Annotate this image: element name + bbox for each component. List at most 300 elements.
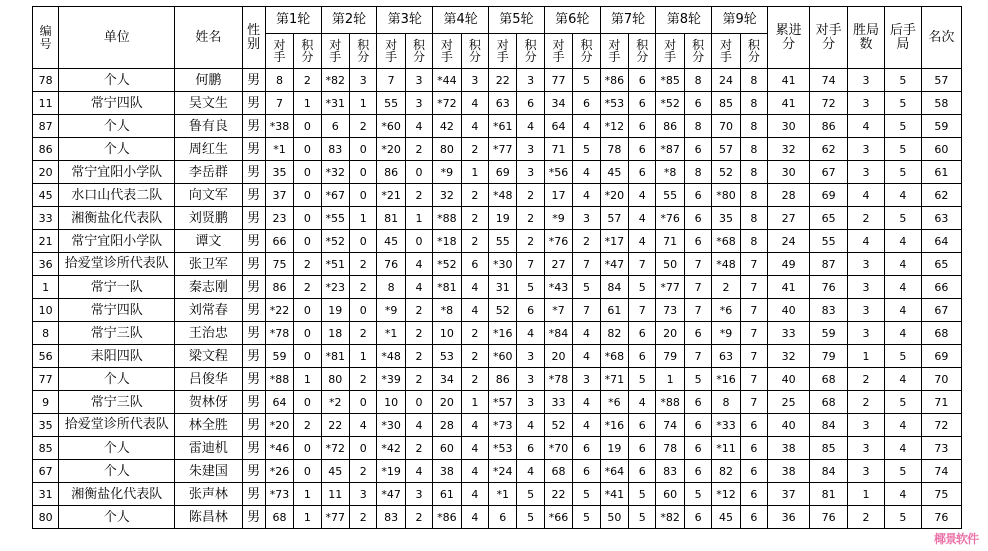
opponent-score: 76 [810,506,848,529]
round-opponent: *30 [377,414,405,437]
player-sex: 男 [242,69,265,92]
total-score: 41 [768,69,810,92]
wins-count: 2 [848,368,885,391]
wins-count: 3 [848,276,885,299]
rank: 62 [921,184,961,207]
player-number: 85 [33,437,59,460]
total-score: 32 [768,138,810,161]
header-rank: 名次 [921,7,961,69]
round-points: 4 [573,322,600,345]
header-black-games: 后手局 [884,7,921,69]
round-opponent: 81 [377,207,405,230]
round-opponent: 8 [377,276,405,299]
player-number: 45 [33,184,59,207]
round-points: 4 [461,276,488,299]
round-points: 0 [294,230,321,253]
round-points: 2 [517,184,544,207]
round-opponent: *73 [489,414,517,437]
round-opponent: *44 [433,69,461,92]
round-opponent: *68 [712,230,740,253]
round-points: 0 [350,391,377,414]
round-opponent: *16 [489,322,517,345]
round-points: 4 [629,184,656,207]
rank: 64 [921,230,961,253]
round-points: 1 [405,207,432,230]
round-points: 2 [517,207,544,230]
total-score: 33 [768,322,810,345]
header-name: 姓名 [175,7,242,69]
round-opponent: 2 [712,276,740,299]
round-opponent: *12 [600,115,628,138]
round-opponent: 59 [265,345,293,368]
total-score: 49 [768,253,810,276]
player-number: 9 [33,391,59,414]
round-points: 6 [517,92,544,115]
black-games: 5 [884,92,921,115]
player-number: 86 [33,138,59,161]
round-opponent: *82 [656,506,684,529]
round-points: 1 [294,92,321,115]
round-points: 0 [350,138,377,161]
round-points: 2 [405,299,432,322]
total-score: 40 [768,368,810,391]
round-opponent: *60 [377,115,405,138]
round-opponent: *8 [656,161,684,184]
round-opponent: *23 [321,276,349,299]
player-number: 80 [33,506,59,529]
round-opponent: 85 [712,92,740,115]
round-opponent: 86 [489,368,517,391]
total-score: 36 [768,506,810,529]
round-points: 6 [684,391,711,414]
player-sex: 男 [242,391,265,414]
round-points: 2 [461,345,488,368]
opponent-score: 62 [810,138,848,161]
round-opponent: 75 [265,253,293,276]
round-points: 6 [740,506,767,529]
round-opponent: 82 [600,322,628,345]
header-opponent: 对手 [321,34,349,69]
round-opponent: 60 [656,483,684,506]
round-opponent: 70 [712,115,740,138]
results-body [33,69,962,529]
round-points: 1 [294,506,321,529]
round-opponent: 31 [489,276,517,299]
player-team: 个人 [59,115,175,138]
player-sex: 男 [242,322,265,345]
round-points: 8 [740,184,767,207]
round-opponent: 74 [656,414,684,437]
round-points: 2 [461,368,488,391]
round-points: 6 [684,230,711,253]
opponent-score: 68 [810,368,848,391]
player-number: 56 [33,345,59,368]
round-opponent: *20 [600,184,628,207]
round-opponent: *17 [600,230,628,253]
header-points: 积分 [461,34,488,69]
total-score: 38 [768,460,810,483]
rank: 59 [921,115,961,138]
table-row [33,276,962,299]
round-opponent: *19 [377,460,405,483]
round-points: 6 [684,437,711,460]
round-opponent: *88 [265,368,293,391]
table-row [33,69,962,92]
round-opponent: *18 [433,230,461,253]
round-points: 2 [461,184,488,207]
rank: 72 [921,414,961,437]
player-name: 雷迪机 [175,437,242,460]
player-name: 朱建国 [175,460,242,483]
round-points: 3 [517,391,544,414]
opponent-score: 81 [810,483,848,506]
player-name: 刘贤鹏 [175,207,242,230]
round-opponent: 83 [656,460,684,483]
player-name: 李岳群 [175,161,242,184]
header-wins: 胜局数 [848,7,885,69]
player-name: 鲁有良 [175,115,242,138]
player-sex: 男 [242,506,265,529]
round-opponent: 50 [656,253,684,276]
round-points: 5 [517,506,544,529]
player-sex: 男 [242,138,265,161]
round-opponent: 68 [544,460,572,483]
round-points: 3 [405,69,432,92]
round-opponent: *80 [712,184,740,207]
round-opponent: *16 [712,368,740,391]
round-points: 7 [740,391,767,414]
table-row [33,299,962,322]
round-points: 7 [740,276,767,299]
round-points: 2 [294,414,321,437]
round-points: 6 [629,414,656,437]
total-score: 30 [768,115,810,138]
header-sex: 性别 [242,7,265,69]
round-points: 0 [350,437,377,460]
player-team: 水口山代表二队 [59,184,175,207]
round-opponent: 57 [712,138,740,161]
total-score: 28 [768,184,810,207]
header-points: 积分 [629,34,656,69]
header-round-3: 第3轮 [377,7,433,34]
round-points: 1 [350,345,377,368]
black-games: 5 [884,115,921,138]
round-opponent: *82 [321,69,349,92]
round-opponent: *46 [265,437,293,460]
round-opponent: 55 [656,184,684,207]
header-round-2: 第2轮 [321,7,377,34]
round-opponent: *22 [265,299,293,322]
round-opponent: *57 [489,391,517,414]
round-opponent: 35 [712,207,740,230]
round-opponent: 61 [600,299,628,322]
round-opponent: *12 [712,483,740,506]
rank: 74 [921,460,961,483]
total-score: 41 [768,276,810,299]
round-points: 6 [629,138,656,161]
wins-count: 4 [848,115,885,138]
round-opponent: *52 [321,230,349,253]
round-opponent: 78 [600,138,628,161]
round-opponent: *11 [712,437,740,460]
player-name: 陈昌林 [175,506,242,529]
round-opponent: 63 [489,92,517,115]
round-points: 5 [573,276,600,299]
round-points: 7 [740,299,767,322]
round-opponent: *9 [433,161,461,184]
round-opponent: 37 [265,184,293,207]
player-team: 个人 [59,69,175,92]
rank: 73 [921,437,961,460]
round-points: 6 [629,437,656,460]
results-table [32,6,962,529]
player-sex: 男 [242,207,265,230]
black-games: 4 [884,299,921,322]
wins-count: 2 [848,506,885,529]
round-points: 4 [629,391,656,414]
round-opponent: *72 [433,92,461,115]
wins-count: 3 [848,92,885,115]
round-points: 2 [573,230,600,253]
player-name: 梁文程 [175,345,242,368]
round-opponent: 20 [544,345,572,368]
round-opponent: 69 [489,161,517,184]
round-points: 4 [405,276,432,299]
round-points: 6 [629,92,656,115]
black-games: 4 [884,230,921,253]
round-points: 6 [740,414,767,437]
opponent-score: 87 [810,253,848,276]
black-games: 5 [884,345,921,368]
round-points: 3 [461,69,488,92]
player-team: 常宁宜阳小学队 [59,161,175,184]
table-row [33,391,962,414]
rank: 60 [921,138,961,161]
round-opponent: 11 [321,483,349,506]
round-points: 5 [573,506,600,529]
wins-count: 3 [848,161,885,184]
round-points: 2 [350,276,377,299]
round-points: 4 [405,115,432,138]
table-row [33,230,962,253]
player-team: 常宁三队 [59,391,175,414]
round-points: 3 [350,69,377,92]
black-games: 4 [884,368,921,391]
round-points: 7 [740,253,767,276]
round-points: 0 [350,161,377,184]
round-points: 6 [629,322,656,345]
round-opponent: 1 [656,368,684,391]
round-opponent: 45 [712,506,740,529]
round-opponent: 64 [265,391,293,414]
round-opponent: 83 [321,138,349,161]
round-points: 7 [573,299,600,322]
round-opponent: *6 [600,391,628,414]
round-opponent: 71 [656,230,684,253]
round-opponent: *72 [321,437,349,460]
header-round-6: 第6轮 [544,7,600,34]
watermark-logo: 椰景软件 [934,532,979,546]
player-number: 35 [33,414,59,437]
round-opponent: *32 [321,161,349,184]
rank: 63 [921,207,961,230]
opponent-score: 84 [810,460,848,483]
total-score: 25 [768,391,810,414]
table-row [33,92,962,115]
player-sex: 男 [242,414,265,437]
round-points: 0 [350,184,377,207]
player-name: 秦志刚 [175,276,242,299]
round-opponent: *41 [600,483,628,506]
round-opponent: 8 [265,69,293,92]
round-points: 2 [461,138,488,161]
player-team: 个人 [59,138,175,161]
round-points: 4 [629,230,656,253]
round-points: 6 [684,92,711,115]
wins-count: 3 [848,322,885,345]
round-opponent: 60 [433,437,461,460]
header-points: 积分 [684,34,711,69]
round-points: 6 [684,414,711,437]
black-games: 5 [884,460,921,483]
round-opponent: 7 [377,69,405,92]
table-row [33,460,962,483]
round-opponent: *48 [712,253,740,276]
player-team: 耒阳四队 [59,345,175,368]
round-opponent: *77 [321,506,349,529]
round-opponent: 80 [321,368,349,391]
round-opponent: *67 [321,184,349,207]
wins-count: 4 [848,184,885,207]
round-opponent: *47 [377,483,405,506]
round-opponent: *85 [656,69,684,92]
round-opponent: 80 [433,138,461,161]
round-points: 5 [517,276,544,299]
opponent-score: 83 [810,299,848,322]
player-team: 湘衡盐化代表队 [59,207,175,230]
round-points: 4 [461,460,488,483]
player-number: 33 [33,207,59,230]
round-opponent: *26 [265,460,293,483]
round-points: 6 [573,92,600,115]
round-opponent: *77 [489,138,517,161]
player-team: 拾爱堂诊所代表队 [59,253,175,276]
round-points: 2 [294,253,321,276]
wins-count: 3 [848,460,885,483]
player-name: 吴文生 [175,92,242,115]
rank: 58 [921,92,961,115]
round-points: 1 [294,368,321,391]
round-opponent: *56 [544,161,572,184]
round-opponent: 38 [433,460,461,483]
table-row [33,322,962,345]
header-points: 积分 [517,34,544,69]
black-games: 5 [884,161,921,184]
table-row [33,368,962,391]
round-opponent: *87 [656,138,684,161]
player-name: 何鹏 [175,69,242,92]
round-points: 7 [629,299,656,322]
round-points: 4 [573,184,600,207]
round-points: 2 [350,368,377,391]
round-opponent: 55 [377,92,405,115]
round-points: 2 [517,230,544,253]
round-opponent: *24 [489,460,517,483]
round-points: 5 [573,483,600,506]
player-number: 8 [33,322,59,345]
round-opponent: *16 [600,414,628,437]
round-points: 6 [684,207,711,230]
opponent-score: 84 [810,414,848,437]
round-opponent: *1 [265,138,293,161]
opponent-score: 76 [810,276,848,299]
round-points: 4 [517,322,544,345]
round-opponent: *38 [265,115,293,138]
round-points: 6 [684,460,711,483]
player-sex: 男 [242,115,265,138]
round-opponent: *77 [656,276,684,299]
round-opponent: 52 [712,161,740,184]
rank: 76 [921,506,961,529]
round-points: 4 [461,437,488,460]
round-points: 0 [294,345,321,368]
round-points: 0 [294,299,321,322]
round-opponent: 64 [544,115,572,138]
rank: 67 [921,299,961,322]
round-points: 6 [573,437,600,460]
round-opponent: 73 [656,299,684,322]
opponent-score: 59 [810,322,848,345]
round-points: 3 [405,483,432,506]
round-opponent: 23 [265,207,293,230]
round-points: 6 [629,69,656,92]
round-points: 3 [573,207,600,230]
round-opponent: *6 [712,299,740,322]
total-score: 30 [768,161,810,184]
black-games: 5 [884,207,921,230]
round-opponent: *88 [433,207,461,230]
round-points: 7 [684,299,711,322]
round-points: 7 [684,276,711,299]
round-points: 2 [405,368,432,391]
round-opponent: *78 [265,322,293,345]
player-sex: 男 [242,253,265,276]
round-opponent: 17 [544,184,572,207]
round-points: 0 [405,230,432,253]
table-row [33,184,962,207]
rank: 75 [921,483,961,506]
header-row-rounds [33,7,962,34]
rank: 69 [921,345,961,368]
round-opponent: 66 [265,230,293,253]
round-opponent: *51 [321,253,349,276]
player-team: 个人 [59,368,175,391]
round-points: 4 [461,115,488,138]
total-score: 24 [768,230,810,253]
opponent-score: 68 [810,391,848,414]
header-number: 编号 [33,7,59,69]
player-sex: 男 [242,299,265,322]
player-sex: 男 [242,161,265,184]
wins-count: 3 [848,414,885,437]
round-points: 7 [684,345,711,368]
header-points: 积分 [740,34,767,69]
black-games: 5 [884,69,921,92]
player-number: 11 [33,92,59,115]
round-points: 8 [740,69,767,92]
round-points: 4 [517,460,544,483]
player-name: 向文军 [175,184,242,207]
